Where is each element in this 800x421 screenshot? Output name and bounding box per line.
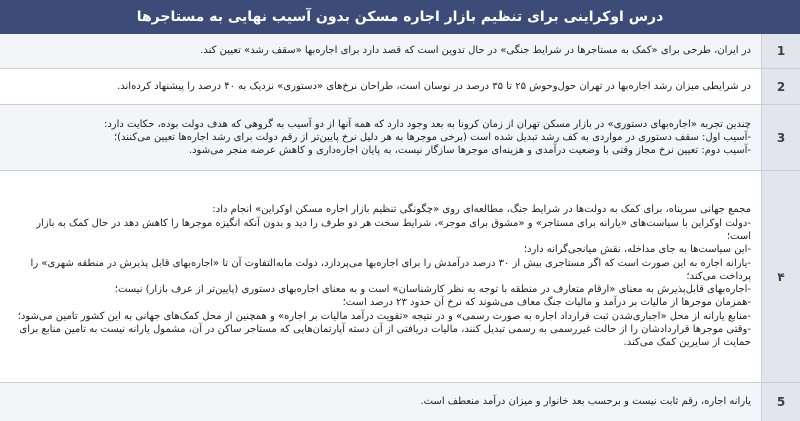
row-line: -همزمان موجرها از مالیات بر درآمد و مالیات جنگ معاف می‌شوند که نرخ آن حدود ۲۳ درصد است؛ (342, 297, 751, 309)
row-line: در شرایطی میزان رشد اجاره‌بها در تهران حول‌وحوش ۲۵ تا ۳۵ درصد در نوسان است، طراحان نرخ‌های «دستوری» نزدیک به ۴۰ درصد را پیشنهاد کرده‌اند. (117, 80, 751, 92)
row-line: -آسیب اول: سقف دستوری در مواردی به کف رشد تبدیل شده است (برخی موجرها به هر دلیل نرخ پایین‌تر از رقم دولت برای رشد اجاره‌ها تعیین می‌کنند)؛ (113, 131, 751, 143)
row-text (0, 69, 761, 104)
table-title: درس اوکراینی برای تنظیم بازار اجاره مسکن بدون آسیب نهایی به مستاجرها (0, 0, 800, 34)
row-line: -دولت اوکراین با سیاست‌های «یارانه برای مستاجر» و «مشوق برای موجر»، شرایط سخت هر دو طرف را دید و بدون آنکه انگیزه موجرها را کاهش دهد در حال کمک به بازار است؛ (36, 217, 751, 242)
row-text (0, 34, 761, 68)
row-line: -آسیب دوم: تعیین نرخ مجاز وقتی با وضعیت درآمدی و هزینه‌ای موجرها سازگار نیست، به پایان اجاره‌داری و کاهش عرضه منجر می‌شود. (188, 145, 751, 157)
row-line: چندین تجربه «اجاره‌بهای دستوری» در بازار مسکن تهران از زمان کرونا به بعد وجود دارد که همه آنها از دو آسیب به گروهی که هدف دولت بوده، حکایت دارد: (103, 118, 751, 130)
row-number: 3 (761, 105, 800, 170)
table-row (0, 383, 800, 421)
row-text (0, 383, 761, 421)
row-text (0, 105, 761, 170)
row-line: مجمع جهانی سرپناه، برای کمک به دولت‌ها در شرایط جنگ، مطالعه‌ای روی «چگونگی تنظیم بازار اجاره مسکن اوکراین» انجام داد: (212, 204, 751, 216)
table-row (0, 69, 800, 105)
row-line: یارانه اجاره، رقم ثابت نیست و برحسب بعد خانوار و میزان درآمد منعطف است. (420, 396, 751, 408)
row-line: در ایران، طرحی برای «کمک به مستاجرها در شرایط جنگی» در حال تدوین است که قصد دارد برای اجاره‌بها «سقف رشد» تعیین کند. (200, 45, 751, 57)
table-row (0, 171, 800, 383)
row-number: 1 (761, 34, 800, 68)
table-row (0, 34, 800, 69)
row-text (0, 171, 761, 382)
row-line: -یارانه اجاره به این صورت است که اگر مستاجری بیش از ۳۰ درصد درآمدش را برای اجاره‌بها می‌پردازد، دولت مابه‌التفاوت آن تا «اجاره‌بهای قابل پذیرش در منطقه شهری» را پرداخت می‌کند؛ (30, 257, 751, 282)
row-line: -اجاره‌بهای قابل‌پذیرش به معنای «ارقام متعارف در منطقه با توجه به نظر کارشناسان» است و به معنای اجاره‌بهای دستوری (پایین‌تر از عرف بازار) نیست؛ (114, 284, 751, 296)
table-body (0, 34, 800, 421)
row-line: -منابع یارانه از محل «اجباری‌شدن ثبت قرارداد اجاره به صورت رسمی» و در نتیجه «تقویت درآمد مالیات بر اجاره» و همچنین از محل کمک‌های جهانی به این کشور تامین می‌شود؛ (17, 310, 751, 322)
row-line: -این سیاست‌ها به جای مداخله، نقش میانجی‌گرانه دارد؛ (523, 244, 751, 256)
row-number: ۴ (761, 171, 800, 382)
row-line: -وقتی موجرها قراردادشان را از حالت غیررسمی به رسمی تبدیل کنند، مالیات دریافتی از آن دسته آپارتمان‌هایی که مستاجر ساکن در آن، مشمول یارانه نیست به تامین منابع برای حمایت از سایرین کمک می‌کند. (19, 324, 751, 349)
table-row (0, 105, 800, 171)
row-number: 5 (761, 383, 800, 421)
row-number: 2 (761, 69, 800, 104)
